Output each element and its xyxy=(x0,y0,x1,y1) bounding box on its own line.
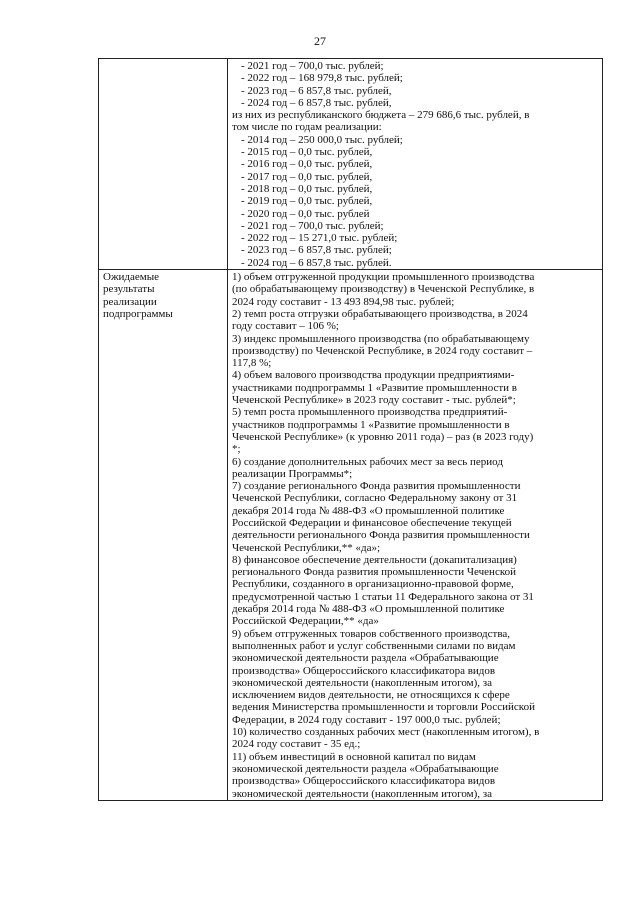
result-line: 10) количество созданных рабочих мест (накопленным итогом), в xyxy=(232,726,540,739)
result-line: *; xyxy=(232,443,241,456)
row-label-line: реализации xyxy=(103,295,157,308)
funding-line: - 2016 год – 0,0 тыс. рублей, xyxy=(241,158,373,171)
result-line: 6) создание дополнительных рабочих мест за весь период xyxy=(232,455,503,468)
result-line: году составит – 106 %; xyxy=(232,320,339,333)
row2-content-cell xyxy=(228,270,603,801)
row1-content-cell xyxy=(228,59,603,270)
result-line: 8) финансовое обеспечение деятельности (докапитализация) xyxy=(232,553,517,566)
result-line: 2) темп роста отгрузки обрабатывающего производства, в 2024 xyxy=(232,307,528,320)
result-line: производства» Общероссийского классификатора видов xyxy=(232,664,496,677)
result-line: исключением видов деятельности, не относящихся к сфере xyxy=(232,689,510,702)
result-line: участниками подпрограммы 1 «Развитие промышленности в xyxy=(232,381,517,394)
funding-line: - 2019 год – 0,0 тыс. рублей, xyxy=(241,195,373,208)
funding-line: - 2018 год – 0,0 тыс. рублей, xyxy=(241,182,373,195)
funding-line: - 2015 год – 0,0 тыс. рублей, xyxy=(241,146,373,159)
result-line: 117,8 %; xyxy=(232,357,272,370)
result-line: декабря 2014 года № 488-ФЗ «О промышленной политике xyxy=(232,504,505,517)
result-line: 2024 году составит - 35 ед.; xyxy=(232,738,361,751)
result-line: выполненных работ и услуг собственными силами по видам xyxy=(232,639,516,652)
result-line: 11) объем инвестиций в основной капитал по видам xyxy=(232,750,476,763)
result-line: экономической деятельности (накопленным итогом), за xyxy=(232,787,493,800)
funding-line: - 2022 год – 15 271,0 тыс. рублей; xyxy=(241,232,398,245)
funding-line: - 2024 год – 6 857,8 тыс. рублей. xyxy=(241,256,392,269)
funding-line: - 2023 год – 6 857,8 тыс. рублей; xyxy=(241,244,392,257)
result-line: регионального Фонда развития промышленности Чеченской xyxy=(232,566,517,579)
row2-label-cell xyxy=(99,270,228,801)
funding-line: - 2023 год – 6 857,8 тыс. рублей, xyxy=(241,84,392,97)
result-line: Республики, созданного в организационно-правовой форме, xyxy=(232,578,514,591)
result-line: реализации Программы*; xyxy=(232,467,353,480)
result-line: участников подпрограммы 1 «Развитие промышленности в xyxy=(232,418,510,431)
result-line: Чеченской Республики, согласно Федеральному закону от 31 xyxy=(232,492,518,505)
result-line: 5) темп роста промышленного производства предприятий- xyxy=(232,406,508,419)
result-line: ведения Министерства промышленности и торговли Российской xyxy=(232,701,535,714)
result-line: производства» Общероссийского классификатора видов xyxy=(232,775,496,788)
result-line: 3) индекс промышленного производства (по обрабатывающему xyxy=(232,332,530,345)
row1-label-cell xyxy=(99,59,228,270)
table-row-expected-results xyxy=(99,270,603,801)
row-label-line: результаты xyxy=(103,283,155,296)
result-line: экономической деятельности раздела «Обрабатывающие xyxy=(232,762,499,775)
program-passport-table xyxy=(98,58,603,801)
funding-line: - 2014 год – 250 000,0 тыс. рублей; xyxy=(241,133,403,146)
page-number: 27 xyxy=(314,34,326,48)
result-line: Российской Федерации,** «да» xyxy=(232,615,379,628)
result-line: 4) объем валового производства продукции предприятиями- xyxy=(232,369,515,382)
result-line: Чеченской Республики,** «да»; xyxy=(232,541,381,554)
funding-line: том числе по годам реализации: xyxy=(232,121,382,134)
result-line: 9) объем отгруженных товаров собственного производства, xyxy=(232,627,511,640)
funding-line: - 2021 год – 700,0 тыс. рублей; xyxy=(241,60,384,72)
funding-line: - 2020 год – 0,0 тыс. рублей xyxy=(241,207,370,220)
result-line: (по обрабатывающему производству) в Чеченской Республике, в xyxy=(232,283,535,296)
result-line: Чеченской Республике» в 2023 году составит - тыс. рублей*; xyxy=(232,394,516,407)
result-line: Чеченской Республике» (к уровню 2011 года) – раз (в 2023 году) xyxy=(232,430,534,443)
row-label-line: Ожидаемые xyxy=(103,271,160,284)
result-line: Российской Федерации и финансовое обеспечение текущей xyxy=(232,516,512,529)
result-line: 1) объем отгруженной продукции промышленного производства xyxy=(232,271,535,284)
funding-line: - 2024 год – 6 857,8 тыс. рублей, xyxy=(241,96,392,109)
result-line: предусмотренной частью 1 статьи 11 Федерального закона от 31 xyxy=(232,590,534,603)
result-line: деятельности регионального Фонда развития промышленности xyxy=(232,529,530,542)
result-line: 2024 году составит - 13 493 894,98 тыс. рублей; xyxy=(232,295,455,308)
funding-line: из них из республиканского бюджета – 279 686,6 тыс. рублей, в xyxy=(232,109,530,122)
result-line: производству) по Чеченской Республике, в 2024 году составит – xyxy=(232,344,533,357)
result-line: 7) создание регионального Фонда развития промышленности xyxy=(232,480,521,493)
result-line: экономической деятельности (накопленным итогом), за xyxy=(232,676,493,689)
funding-line: - 2017 год – 0,0 тыс. рублей, xyxy=(241,170,373,183)
result-line: Федерации, в 2024 году составит - 197 000,0 тыс. рублей; xyxy=(232,713,501,726)
funding-line: - 2022 год – 168 979,8 тыс. рублей; xyxy=(241,72,403,85)
table-row-financing xyxy=(99,59,603,270)
result-line: декабря 2014 года № 488-ФЗ «О промышленной политике xyxy=(232,603,505,616)
result-line: экономической деятельности раздела «Обрабатывающие xyxy=(232,652,499,665)
row-label-line: подпрограммы xyxy=(103,307,173,320)
funding-line: - 2021 год – 700,0 тыс. рублей; xyxy=(241,219,384,232)
